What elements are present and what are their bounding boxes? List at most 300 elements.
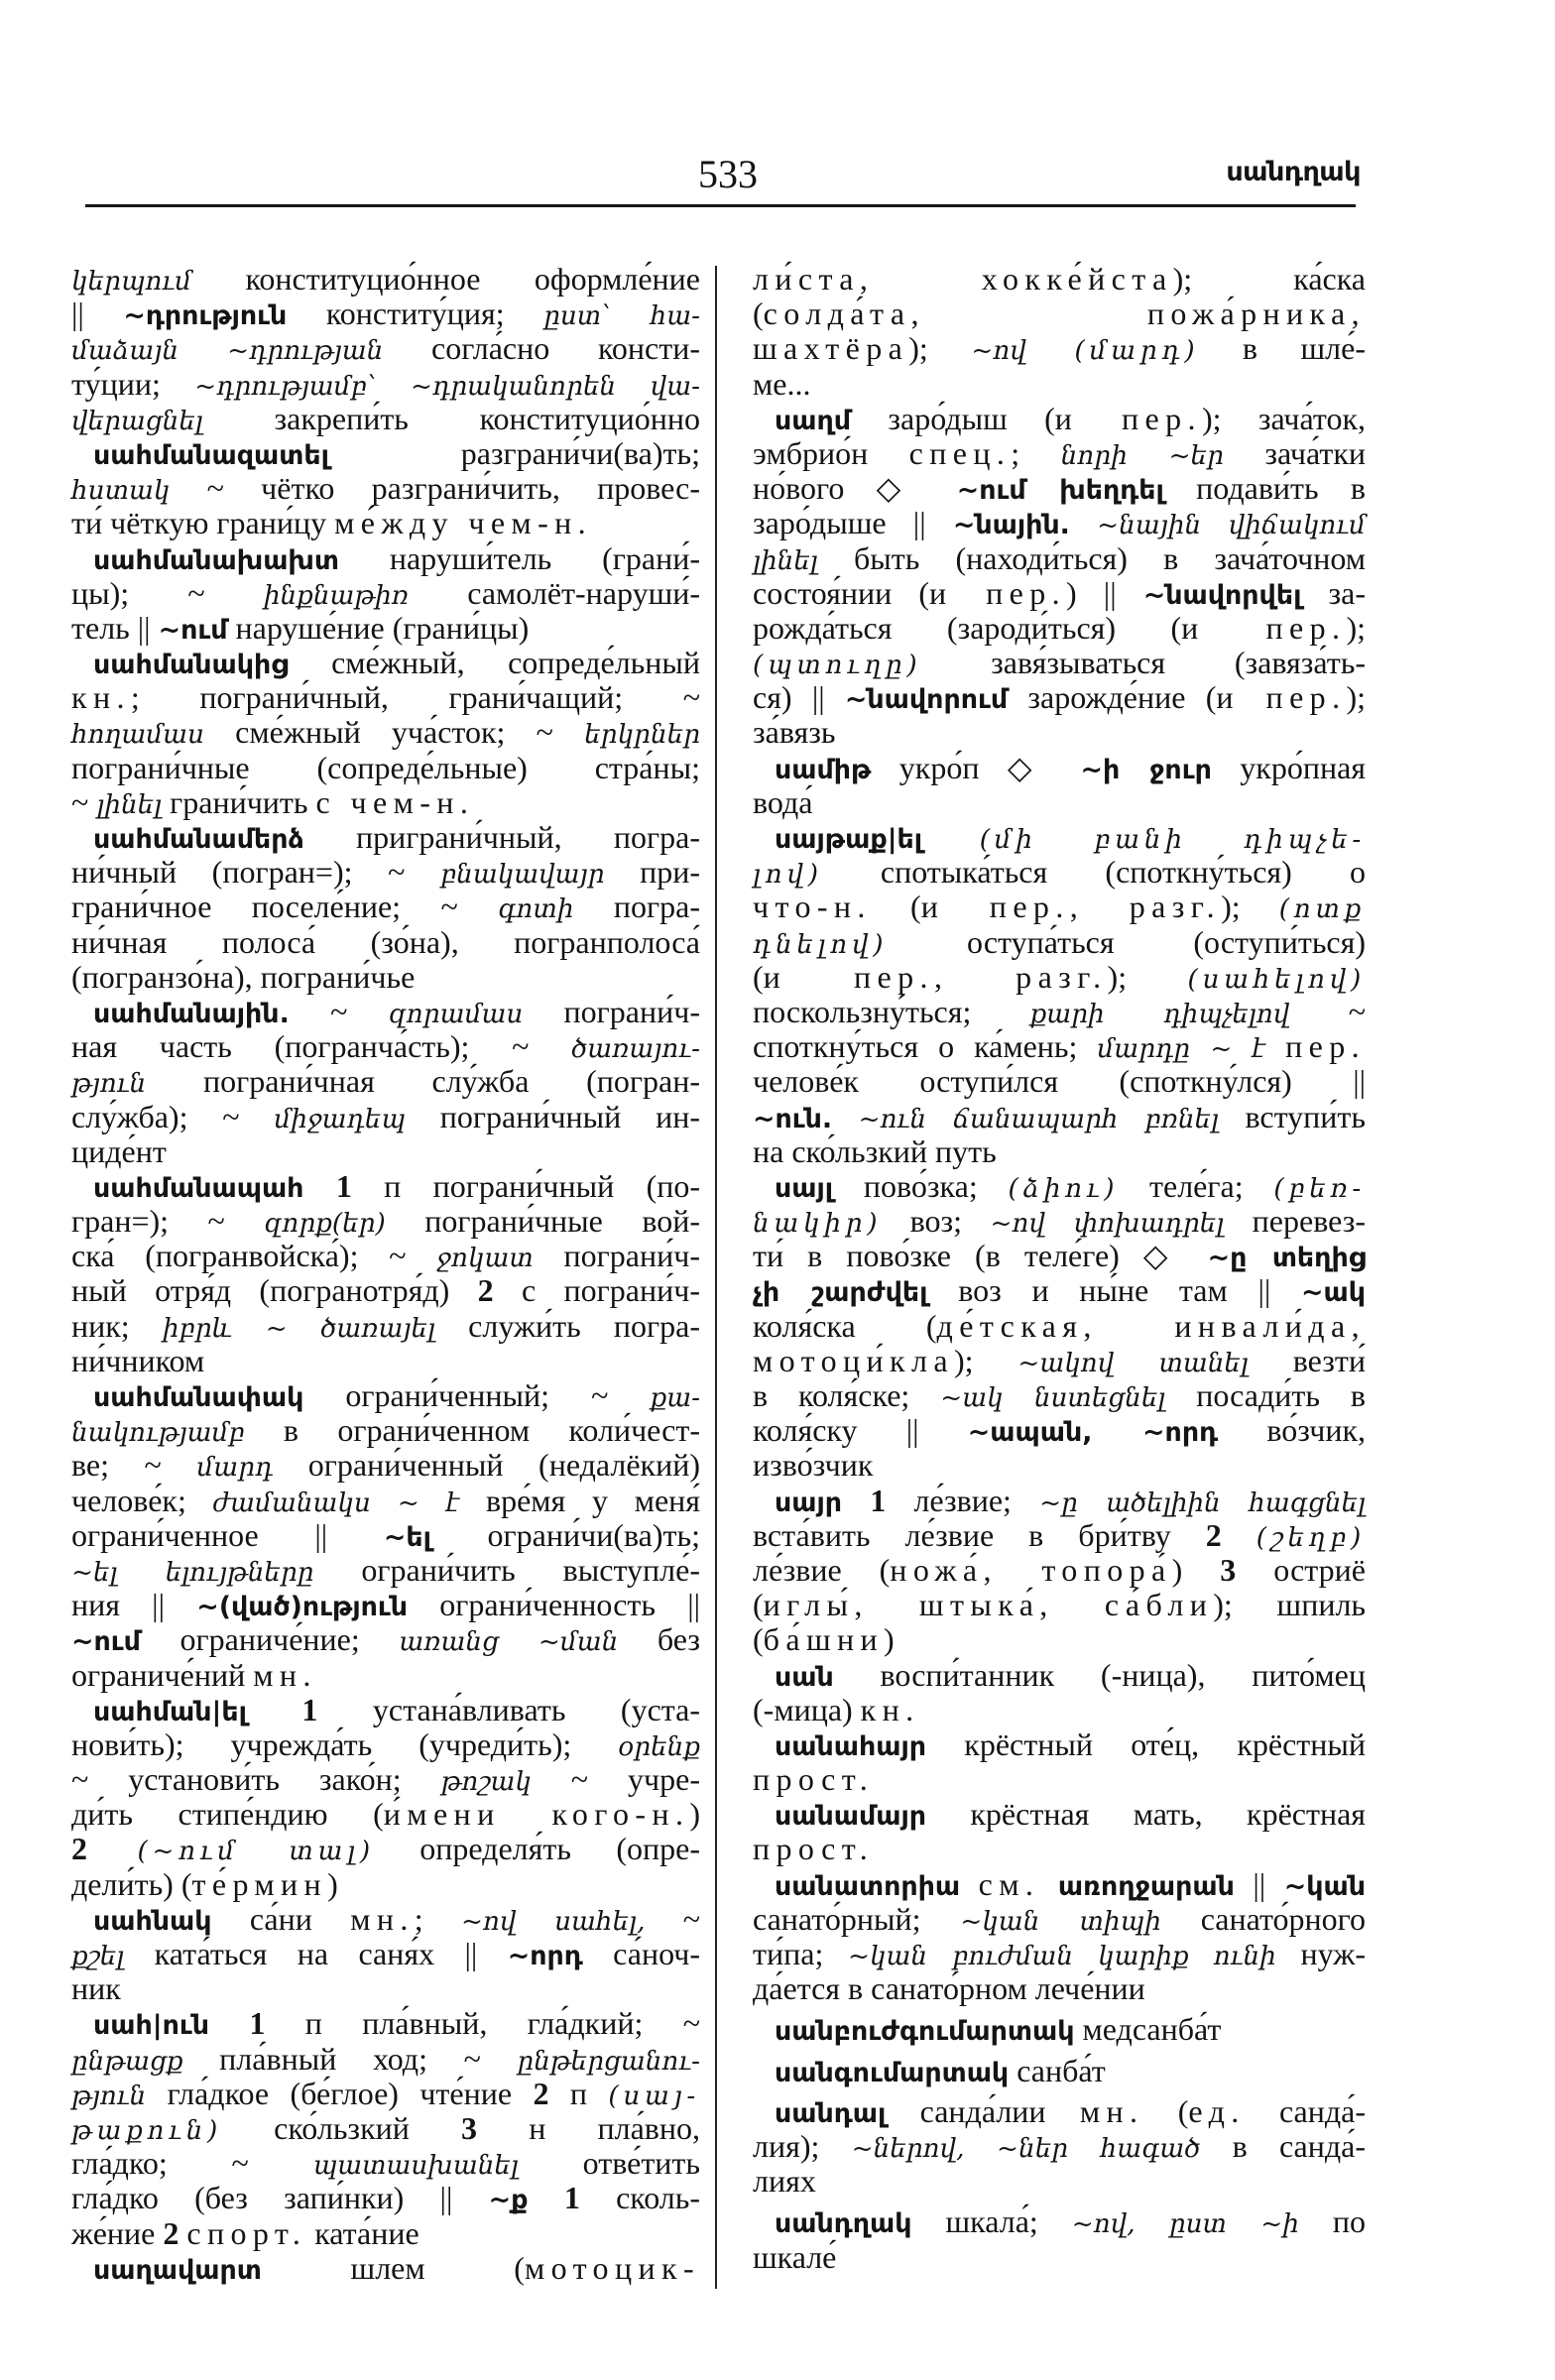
spaced-label: шахтёра [753,330,909,367]
entry-start-line [71,436,700,471]
armenian-bold-phrase: առողջարան [1057,1870,1235,1902]
dictionary-line [753,1937,1366,1971]
spaced-label: и пер., разг. [763,958,1108,995]
russian-text: устана́вливать (уста- [317,1691,701,1727]
dictionary-line [71,1518,700,1553]
russian-text: укро́пная [1211,749,1367,785]
armenian-italic-phrase: ջոկատ [436,1244,534,1274]
dictionary-line [71,2216,700,2251]
russian-text: ); [1346,609,1366,646]
dictionary-line [753,925,1366,960]
russian-text: челове́к; [71,1482,213,1518]
dictionary-line [71,1588,700,1622]
dictionary-line [71,1797,700,1832]
russian-text: пограни́ч- [523,993,701,1029]
russian-text: везти́ [1248,1342,1367,1378]
russian-text: зарожде́ние ( [1008,679,1217,716]
armenian-spaced-note: դնելով) [753,929,889,960]
russian-text: сме́жный уча́сток; ~ [203,714,585,751]
sense-number: 2 [477,1272,494,1309]
russian-text: завя́зываться (завяза́ть- [921,645,1366,681]
sense-number: 1 [209,2005,266,2042]
russian-text: ( [871,889,921,925]
russian-text: ник [71,1970,121,2007]
armenian-italic-phrase: միջադեպ [274,1104,406,1134]
entry-start-line [71,646,700,680]
headword: սանատորիա [775,1870,961,1902]
dictionary-line [71,1448,700,1483]
russian-text: ле́звие; [886,1482,1040,1518]
dictionary-line [71,1553,700,1588]
spaced-label: ножа́, топора́ [890,1551,1172,1588]
russian-text: заро́дыше || [753,505,953,541]
armenian-bold-phrase: ~ուն. [753,1103,833,1134]
russian-text: теле́га; [1119,1167,1274,1204]
russian-text: в коля́ске; [753,1377,941,1413]
headword: սանդղակ [775,2208,912,2240]
armenian-spaced-note: (մի բանի դիպչե- [922,825,1366,855]
russian-text: зача́тки [1223,434,1367,471]
russian-text: ; пограни́чный, грани́чащий; ~ [130,679,700,716]
armenian-italic-phrase: մարդը ~ է [1097,1034,1266,1065]
headword: սահմանափակ [93,1382,304,1413]
russian-text: н пла́вно, [477,2109,701,2146]
armenian-italic-phrase: ~ը ածելիին հագցնել [1039,1488,1367,1518]
dictionary-line [71,925,700,960]
russian-text: пограни́чные (сопреде́льные) стра́ны; [71,749,700,785]
headword: սահ|ուն [93,2010,209,2042]
dictionary-line [71,1658,700,1693]
dictionary-line [71,1029,700,1064]
header-rule [85,204,1356,207]
dictionary-line [753,855,1366,890]
russian-text: споткну́ться о ка́мень; [753,1028,1098,1065]
russian-text: п [548,2075,609,2111]
russian-text: сме́жный, сопреде́льный [288,645,700,681]
dictionary-line [71,2111,700,2146]
entry-start-line [753,2204,1366,2239]
russian-text: ~ учре- [531,1761,701,1798]
russian-text: (погранзо́на), пограни́чье [71,958,416,995]
dictionary-line [753,995,1366,1029]
russian-text: ( [753,296,764,332]
headword: սահմանամերձ [93,824,304,855]
headword: սաղավարտ [93,2254,262,2286]
armenian-bold-phrase: ~նավորվել [1142,579,1302,611]
left-column [71,262,700,2286]
russian-text: ди́ть стипе́ндию ( [71,1796,384,1833]
armenian-bold-phrase: ~որդ [507,1941,583,1971]
dictionary-line [753,1204,1366,1239]
russian-text: грани́чить [162,783,316,820]
spaced-label: спорт. [186,2214,307,2251]
sense-number: 2 [71,1831,87,1867]
russian-text: ) || [1066,574,1143,611]
russian-text: нови́ть); учрежда́ть (учреди́ть); [71,1726,619,1762]
dictionary-line [71,960,700,995]
dictionary-line [753,1273,1366,1308]
spaced-label: спец. [908,434,1012,471]
russian-text: челове́к оступи́лся (споткну́лся) || [753,1063,1366,1100]
russian-text: наруше́ние (грани́цы) [227,609,530,646]
dictionary-line [71,2042,700,2077]
russian-text: ограни́ченный; ~ [303,1377,651,1413]
russian-text: ~ [71,783,97,820]
russian-text: ти́па; [753,1936,849,1971]
armenian-italic-phrase: ծառայու- [571,1034,700,1065]
dictionary-line [753,262,1366,297]
armenian-italic-phrase: թյուն [71,2081,147,2111]
armenian-bold-phrase: ~ը տեղից [1207,1243,1366,1274]
russian-text: ~ [289,993,389,1029]
russian-text [1070,505,1097,540]
russian-text: пограни́чный ин- [405,1098,701,1134]
armenian-italic-phrase: ~ով, ըստ ~ի [1071,2209,1299,2240]
armenian-spaced-note: (սայ- [608,2081,700,2111]
dictionary-line [71,785,700,820]
dictionary-line [71,2146,700,2181]
page-number: 533 [698,152,758,196]
spaced-label: мн. [350,1900,415,1937]
russian-text: конституцио́нное оформле́ние [191,261,700,297]
armenian-italic-phrase: նակությամբ [71,1418,245,1449]
russian-text: слу́жба); ~ [71,1098,275,1134]
dictionary-line [71,1134,700,1169]
dictionary-line [71,2077,700,2111]
russian-text: самолёт-наруши́- [409,574,701,611]
russian-text: ); [1346,679,1367,716]
armenian-italic-phrase: թոշակ [440,1767,532,1798]
russian-text: ограни́ченность || [408,1587,701,1623]
russian-text: ); ка́ска [1172,261,1366,297]
dictionary-line [71,1413,700,1448]
russian-text: медсанба́т [1074,2011,1222,2048]
russian-text: ); [953,1342,1018,1378]
russian-text: эмбрио́н [753,434,909,471]
dictionary-line [753,1902,1366,1937]
russian-text: ве; ~ [71,1447,197,1484]
russian-text: вре́мя у меня́ [459,1482,701,1518]
dictionary-line [71,1309,700,1344]
dictionary-line [753,436,1366,471]
russian-text: воз; [882,1203,991,1240]
armenian-spaced-note: (բեռ- [1273,1173,1367,1204]
dictionary-line [71,1727,700,1762]
dictionary-line [753,1413,1366,1448]
spaced-label: иглы́, штыка́, са́бли [763,1587,1214,1623]
dictionary-line [753,1588,1366,1622]
russian-text: оступа́ться (оступи́ться) [888,923,1366,960]
dictionary-line [71,506,700,540]
armenian-spaced-note: (ոտք [1278,894,1367,925]
russian-text: наруши́тель (грани́- [338,539,700,576]
dictionary-line [753,611,1366,646]
russian-text: крёстный оте́ц, крёстный [926,1726,1366,1762]
sense-number: 1 [528,2180,580,2216]
spaced-label: пер. [1285,1028,1367,1065]
russian-text: спотыка́ться (споткну́ться) о [822,854,1366,891]
spaced-label: мн. [1079,2092,1144,2129]
armenian-italic-phrase: քա- [650,1383,700,1413]
russian-text: ( [753,1587,764,1623]
russian-text: ) [689,1796,701,1833]
russian-text: санда́лии [886,2092,1080,2129]
russian-text: пограни́чная слу́жба (погран- [146,1063,700,1100]
russian-text: ту́ции; [71,365,195,402]
russian-text: состоя́нии ( [753,574,930,611]
dictionary-line [71,1204,700,1239]
russian-text: посади́ть в [1165,1377,1367,1413]
russian-text: рожда́ться (зароди́ться) ( [753,609,1182,646]
dictionary-line [753,297,1366,331]
dictionary-line [753,1064,1366,1099]
entry-start-line [753,2094,1366,2129]
sense-number: 1 [246,1691,318,1727]
dictionary-line [71,1832,700,1866]
armenian-italic-phrase: լինել [753,545,818,576]
dictionary-line [71,1484,700,1518]
russian-text: разграни́чи(ва)ть; [328,434,700,471]
russian-text: за- [1301,574,1367,611]
russian-text: в ограни́ченном коли́чест- [244,1412,700,1449]
russian-text: п пограни́чный (по- [351,1167,701,1204]
armenian-italic-phrase: ըստ՝ հա- [543,301,701,332]
armenian-italic-phrase: ~դրությամբ՝ ~դրականորեն վա- [194,371,701,402]
russian-text: цы); ~ [71,574,264,611]
russian-text: тель || [71,609,159,646]
russian-text: ~ [1289,993,1367,1029]
russian-text: ( [753,958,764,995]
russian-text: ); [1221,889,1279,925]
headword: սայր [775,1487,843,1518]
russian-text: вступи́ть [1219,1098,1367,1134]
russian-text: воз и ны́не там || [927,1272,1301,1309]
armenian-italic-phrase: ~ով սահել, [460,1906,646,1937]
armenian-italic-phrase: բնակավայր [439,860,605,891]
dictionary-line [753,1622,1366,1657]
dictionary-line [753,331,1366,366]
russian-text: санба́т [1009,2052,1106,2088]
russian-text: пла́вный ход; ~ [182,2040,518,2077]
spaced-label: и пер. [1216,679,1347,716]
russian-text [1222,1517,1256,1553]
dictionary-line [71,262,700,297]
russian-text: без [618,1621,701,1658]
armenian-bold-phrase: ~ք [488,2185,529,2216]
russian-text: пограни́ч- [533,1238,701,1274]
dictionary-line [753,1134,1366,1169]
russian-text: крёстная мать, крёстная [926,1796,1366,1833]
spaced-label: ед. [1188,2092,1246,2129]
armenian-bold-phrase: չի շարժվել [753,1277,928,1309]
russian-text [960,1866,979,1902]
russian-text: ния || [71,1587,197,1623]
entry-start-line [753,1658,1366,1693]
russian-text: поскользну́ться; [753,993,1030,1029]
spaced-label: прост. [753,1831,875,1867]
entry-start-line [71,541,700,576]
armenian-spaced-note: (շեղբ) [1256,1522,1367,1553]
sense-number: 3 [461,2109,478,2146]
headword: սահնակ [93,1905,212,1937]
headword: սայթաք|ել [775,824,923,855]
entry-start-line [71,1902,700,1937]
dictionary-line [753,785,1366,820]
entry-start-line [753,1727,1366,1762]
armenian-bold-phrase: ~ում [158,614,228,646]
russian-text: но́вого ◇ [753,470,957,507]
russian-text: ско́льзкий [222,2109,462,2146]
headword: սաղմ [775,405,852,436]
russian-text: подави́ть в [1163,470,1366,507]
dictionary-line [753,1693,1366,1727]
dictionary-line [753,1309,1366,1344]
dictionary-line [71,611,700,646]
dictionary-line [71,1622,700,1657]
headword: սահմանակից [93,650,289,681]
russian-text: определя́ть (опре- [374,1831,700,1867]
russian-text: са́ни [211,1900,351,1937]
armenian-spaced-note: (ձիու) [1008,1173,1120,1204]
russian-text: циде́нт [71,1132,167,1169]
armenian-italic-phrase: լինել [96,789,163,820]
entry-start-line [71,995,700,1029]
russian-text: ) [1171,1551,1221,1588]
russian-text: ска́ (погранвойска́); ~ [71,1238,437,1274]
entry-start-line [71,1378,700,1413]
entry-start-line [71,2251,700,2286]
sense-number: 2 [1205,1516,1222,1553]
armenian-italic-phrase: ~կան տիպի [960,1906,1161,1937]
armenian-italic-phrase: թյուն [71,1069,147,1100]
russian-text: с пограни́ч- [493,1272,700,1309]
armenian-italic-phrase: ինքնաթիռ [263,580,410,611]
headword: սան [775,1661,834,1693]
armenian-bold-phrase: ~ում [71,1626,141,1658]
headword: սանդալ [775,2097,887,2129]
dictionary-line [71,1344,700,1378]
headword: սահման|ել [93,1696,247,1727]
russian-text: ) [884,1621,895,1658]
dictionary-line [71,402,700,436]
entry-start-line [753,2054,1366,2088]
right-column [753,262,1366,2275]
russian-text: || [1234,1865,1284,1902]
dictionary-line [71,680,700,715]
entry-start-line [71,1169,700,1204]
spaced-label: см. [978,1865,1040,1902]
russian-text: шкале́ [753,2238,837,2275]
armenian-italic-phrase: վերացնել [71,406,203,436]
russian-text: ле́звие ( [753,1551,891,1588]
russian-text: воспи́танник (-ница), пито́мец [833,1656,1366,1693]
entry-start-line [71,2006,700,2041]
russian-text: по [1298,2203,1366,2240]
spaced-label: де́тская, инвали́да, [936,1307,1366,1344]
russian-text [1039,1866,1058,1902]
spaced-label: с чем-н. [315,783,475,820]
dictionary-line [71,1867,700,1902]
dictionary-line [71,297,700,331]
spaced-label: те́рмин [191,1865,328,1902]
armenian-italic-phrase: ~նային վիճակում [1097,511,1367,541]
russian-text: ни́чником [71,1342,205,1378]
russian-text: за́вязь [753,714,836,751]
dictionary-line [753,576,1366,611]
russian-text: ограни́ченный (недалёкий) [273,1447,700,1484]
armenian-spaced-note: (մարդ) [1025,336,1200,367]
russian-text: ( [1143,2092,1189,2129]
russian-text: погра- [573,889,701,925]
russian-text: дели́ть) ( [71,1865,192,1902]
dictionary-line [71,331,700,366]
russian-text: ограни́ченное || [71,1516,384,1553]
russian-text: конститу́ция; [287,296,544,332]
spaced-label: и пер., разг. [920,889,1222,925]
russian-text: ); шпиль [1213,1587,1367,1623]
sense-number: 2 [533,2075,549,2111]
armenian-italic-phrase: ~ով [971,336,1026,367]
russian-text: гла́дкое (бе́глое) чте́ние [146,2075,534,2111]
armenian-italic-phrase: առանց ~ման [399,1627,619,1658]
spaced-label: прост. [753,1761,875,1798]
armenian-italic-phrase: զորք(եր) [264,1209,386,1240]
russian-text: в санда́- [1200,2127,1367,2164]
russian-text: пограни́чные вой- [385,1203,701,1240]
armenian-bold-phrase: ~կան [1283,1870,1367,1902]
spaced-label: мн. [253,1656,317,1693]
russian-text: во́зчик, [1218,1412,1367,1449]
russian-text: ); [1107,958,1188,995]
russian-text: ся) || [753,679,845,716]
armenian-italic-phrase: պատասխանել [312,2151,519,2182]
dictionary-line [753,1239,1366,1273]
russian-text: ти́ в пово́зке (в теле́ге) ◇ [753,1238,1208,1274]
running-head: սանդղակ [1226,157,1361,187]
russian-text: ная часть (погранча́сть); ~ [71,1028,572,1065]
russian-text: заро́дыш ( [851,400,1055,436]
russian-text: вода́ [753,783,813,820]
russian-text: приграни́чный, погра- [303,819,700,855]
entry-start-line [71,1693,700,1727]
dictionary-line [753,680,1366,715]
armenian-italic-phrase: ~ով փոխադրել [990,1209,1225,1240]
entry-start-line [753,402,1366,436]
spaced-label: и пер. [929,574,1067,611]
headword: սանգումարտակ [775,2057,1010,2088]
russian-text: нуж- [1275,1936,1367,1971]
entry-start-line [753,820,1366,855]
dictionary-line [71,1971,700,2006]
russian-text: гла́дко; ~ [71,2145,313,2182]
armenian-spaced-note: նակիր) [753,1209,883,1240]
armenian-italic-phrase: իբրև ~ ծառայել [162,1313,436,1344]
armenian-italic-phrase: քշել [71,1942,125,1971]
dictionary-line [71,751,700,785]
spaced-label: и́мени кого-н. [383,1796,690,1833]
russian-text: перевез- [1224,1203,1367,1240]
russian-text: санда́- [1245,2092,1367,2129]
russian-text: ( [753,1621,764,1658]
sense-number: 3 [1220,1551,1237,1588]
headword: սանբուժգումարտակ [775,2016,1075,2048]
russian-text: ти́ чёткую грани́цу [71,505,335,541]
russian-text: ограни́чить выступле́- [313,1551,700,1588]
dictionary-line [753,1832,1366,1866]
armenian-spaced-note: լով) [753,860,823,891]
dictionary-line [753,1448,1366,1483]
russian-text: быть (находи́ться) в зача́точном [817,539,1366,576]
